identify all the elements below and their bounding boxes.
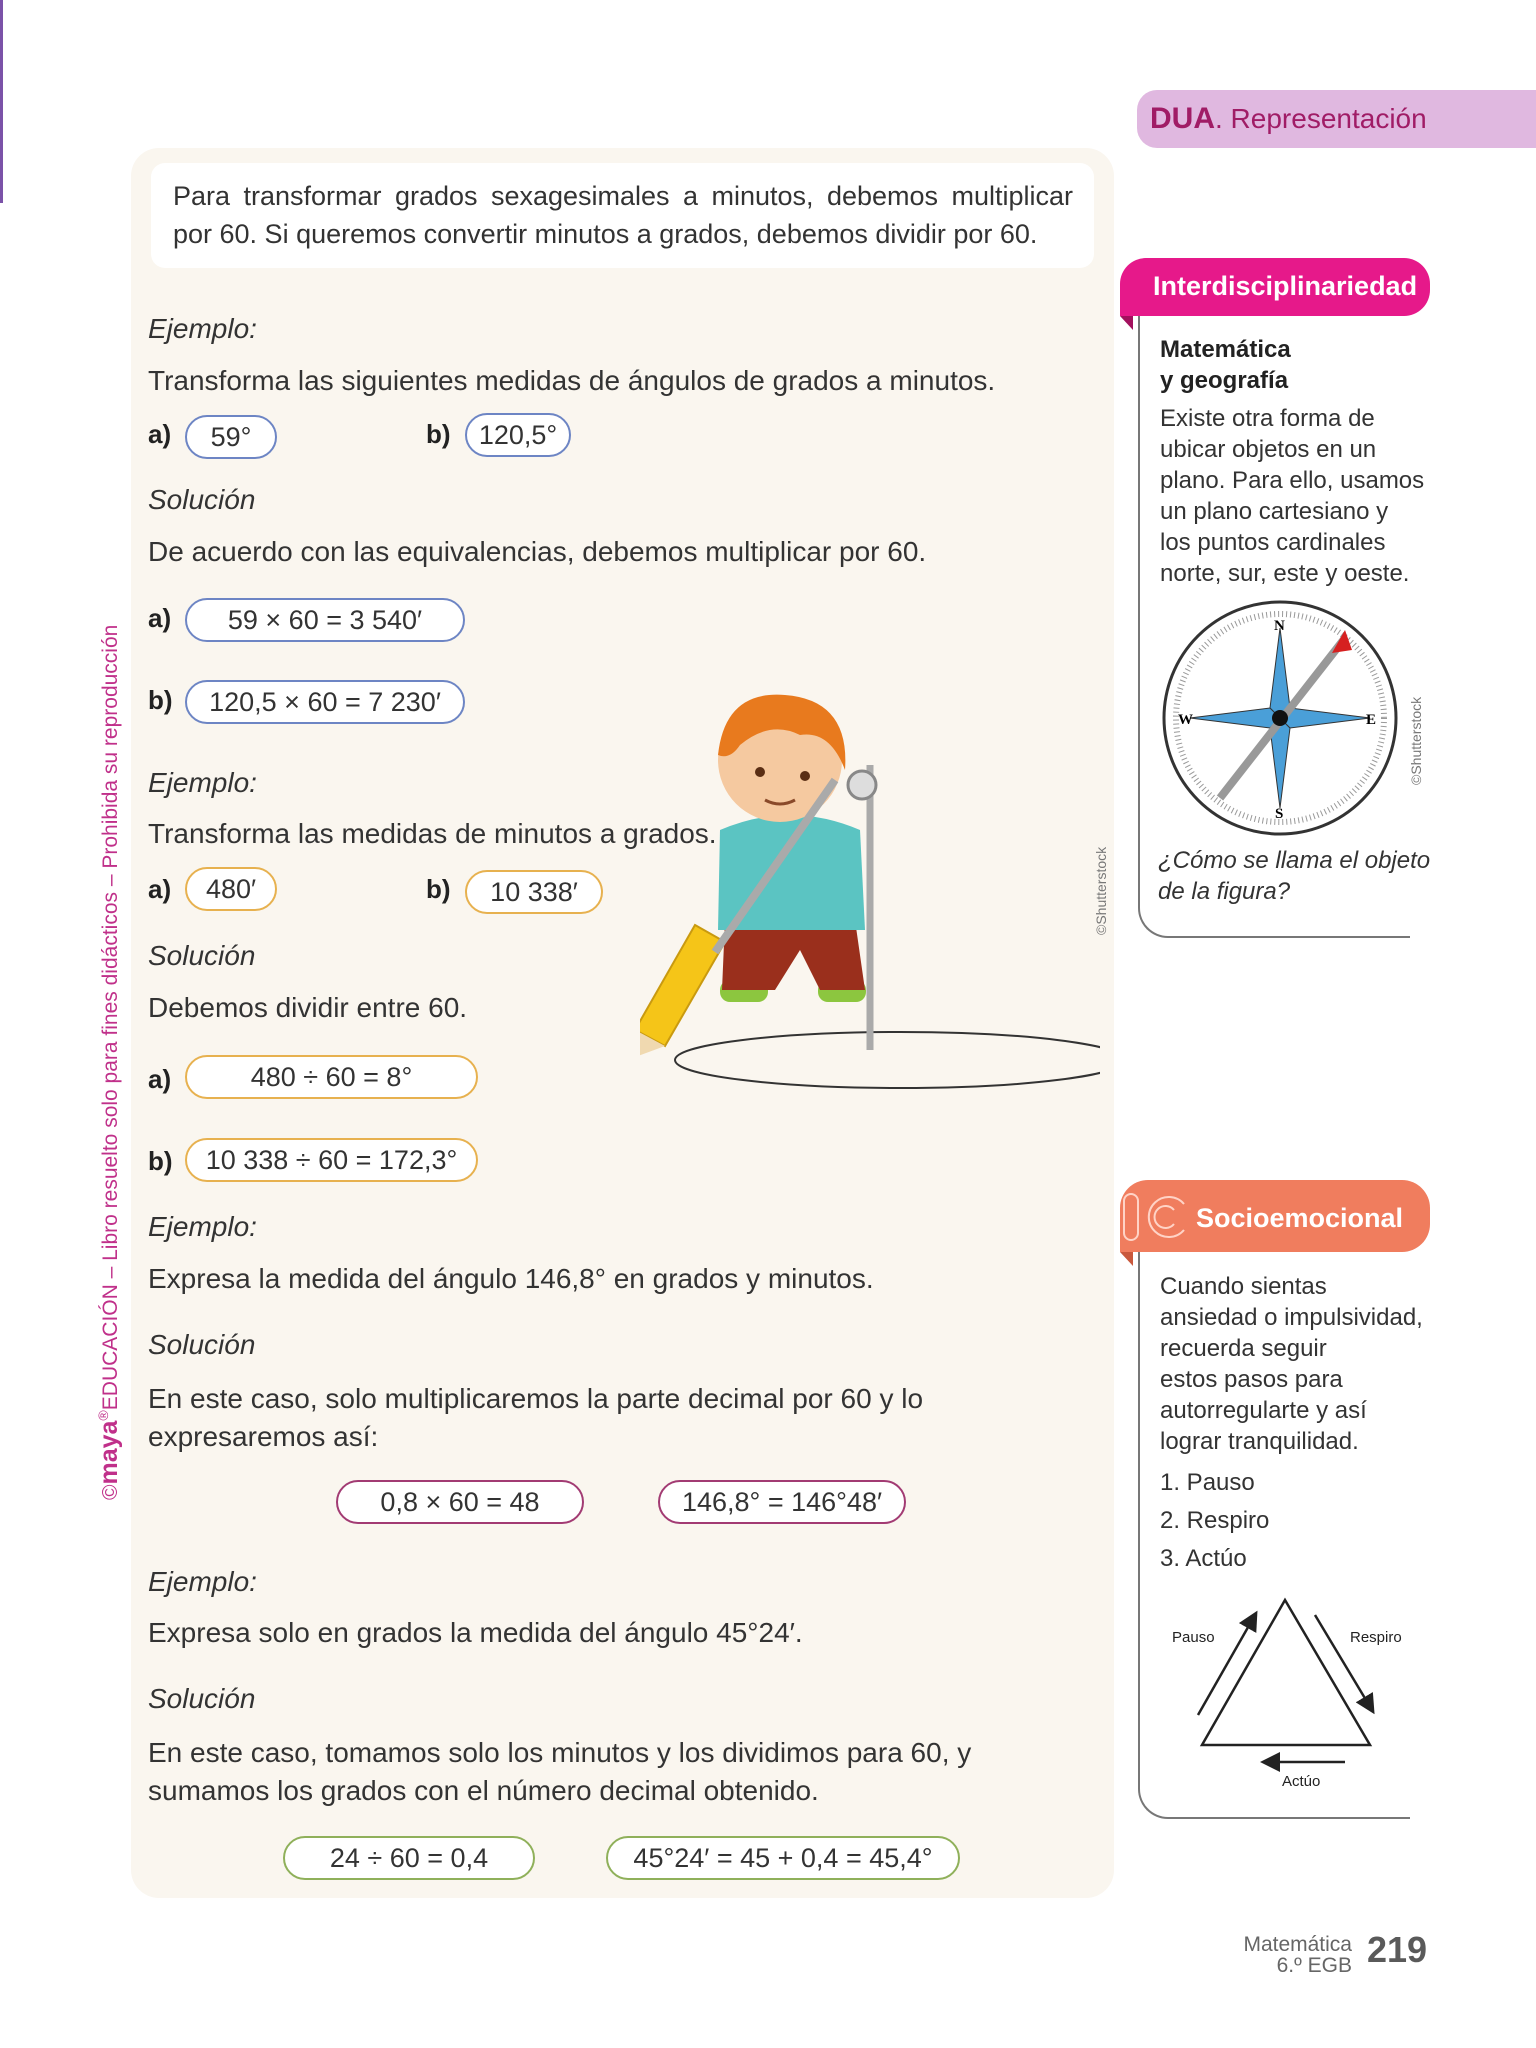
example-1-solution-title: Solución	[148, 484, 256, 515]
illustration-credit: ©Shutterstock	[1093, 846, 1109, 935]
example-1-item-a: 59°	[185, 415, 277, 459]
example-2-solution-title: Solución	[148, 940, 256, 971]
registered-symbol: ®	[95, 1410, 111, 1421]
brand-logo: maya	[95, 1420, 123, 1485]
footer-grade: 6.º EGB	[1276, 1954, 1352, 1977]
example-4-result-1: 24 ÷ 60 = 0,4	[283, 1836, 535, 1880]
socioemotional-title: Socioemocional	[1196, 1203, 1404, 1233]
compass-w-label: W	[1178, 712, 1193, 728]
cycle-triangle	[1202, 1600, 1370, 1745]
example-2-item-b-label: b)	[426, 874, 451, 904]
example-2-prompt: Transforma las medidas de minutos a grados.	[148, 818, 717, 849]
diagram-label-actuo: Actúo	[1282, 1773, 1321, 1790]
interdisciplinary-heading	[1160, 334, 1291, 396]
example-2-result-b: 10 338 ÷ 60 = 172,3°	[185, 1138, 478, 1182]
body-line: autorregularte y así	[1160, 1397, 1367, 1424]
example-4-solution-title: Solución	[148, 1683, 256, 1714]
example-3-prompt: Expresa la medida del ángulo 146,8° en grados y minutos.	[148, 1263, 874, 1294]
example-1-title: Ejemplo:	[148, 313, 257, 344]
question-line: ¿Cómo se llama el objeto	[1158, 847, 1431, 874]
interdisciplinary-title: Interdisciplinariedad	[1153, 271, 1418, 301]
body-line: los puntos cardinales	[1160, 529, 1386, 556]
example-2-result-a-label: a)	[148, 1064, 172, 1094]
interdisciplinary-card-border	[1138, 316, 1140, 906]
example-1-prompt: Transforma las siguientes medidas de ángulos de grados a minutos.	[148, 365, 996, 396]
example-4-title: Ejemplo:	[148, 1566, 257, 1597]
dua-label: DUA	[1150, 102, 1215, 135]
interdisciplinary-card-bottom	[1138, 906, 1410, 938]
example-2-result-b-label: b)	[148, 1146, 173, 1176]
example-2-title: Ejemplo:	[148, 767, 257, 798]
copyright-text: EDUCACIÓN – Libro resuelto solo para fines didácticos – Prohibida su reproducción	[99, 624, 122, 1411]
example-2-item-a-label: a)	[148, 874, 172, 904]
example-4-solution-text: En este caso, tomamos solo los minutos y los dividimos para 60, y sumamos los grados con el número decimal obtenido.	[148, 1737, 972, 1806]
example-2-item-a: 480′	[185, 867, 277, 911]
example-1-result-b: 120,5 × 60 = 7 230′	[185, 680, 465, 724]
example-3-solution-title: Solución	[148, 1329, 256, 1360]
drawn-circle	[675, 1032, 1100, 1088]
copyright-symbol: ©	[99, 1484, 122, 1500]
socioemotional-card-bottom	[1138, 1787, 1410, 1819]
example-3-result-1: 0,8 × 60 = 48	[336, 1480, 584, 1524]
body-line: Existe otra forma de	[1160, 405, 1375, 432]
example-4-result-2: 45°24′ = 45 + 0,4 = 45,4°	[606, 1836, 960, 1880]
footer-subject-name: Matemática	[1243, 1933, 1352, 1956]
body-line: ansiedad o impulsividad,	[1160, 1304, 1423, 1331]
dua-title	[1150, 102, 1427, 136]
compass-e-label: E	[1366, 712, 1377, 728]
example-1-solution-text: De acuerdo con las equivalencias, debemos multiplicar por 60.	[148, 536, 927, 567]
diagram-label-respiro: Respiro	[1350, 1629, 1402, 1646]
socioemotional-steps	[1160, 1464, 1269, 1578]
interdisciplinary-tab-fold	[1120, 316, 1133, 330]
example-4-prompt: Expresa solo en grados la medida del ángulo 45°24′.	[148, 1617, 803, 1648]
intro-text: Para transformar grados sexagesimales a minutos, debemos multiplicar por 60. Si queremos convertir minutos a grados, debemos dividir por 60.	[173, 181, 1073, 249]
step-item: 2. Respiro	[1160, 1507, 1270, 1534]
heading-line-1: Matemática	[1160, 336, 1291, 363]
body-line: ubicar objetos en un	[1160, 436, 1377, 463]
interdisciplinary-body	[1160, 403, 1424, 589]
example-2-solution-text: Debemos dividir entre 60.	[148, 992, 468, 1023]
question-line: de la figura?	[1158, 878, 1291, 905]
example-1-item-b-label: b)	[426, 419, 451, 449]
body-line: norte, sur, este y oeste.	[1160, 560, 1410, 587]
interdisciplinary-question	[1158, 845, 1430, 907]
body-line: un plano cartesiano y	[1160, 498, 1389, 525]
heading-line-2: y geografía	[1160, 367, 1289, 394]
example-2-result-a: 480 ÷ 60 = 8°	[185, 1055, 478, 1099]
body-line: Cuando sientas	[1160, 1273, 1327, 1300]
ic-logo-icon	[1122, 1192, 1190, 1242]
copyright-notice	[95, 625, 124, 1500]
self-regulation-cycle-diagram	[1160, 1590, 1420, 1790]
page-number: 219	[1367, 1929, 1428, 1970]
socioemotional-card-border	[1138, 1252, 1140, 1787]
socioemotional-body	[1160, 1271, 1423, 1457]
dua-subtitle: . Representación	[1215, 103, 1427, 134]
example-1-item-a-label: a)	[148, 419, 172, 449]
example-3-title: Ejemplo:	[148, 1211, 257, 1242]
compass-s-label: S	[1275, 806, 1284, 822]
socioemotional-tab-fold	[1120, 1252, 1133, 1266]
example-1-result-a: 59 × 60 = 3 540′	[185, 598, 465, 642]
example-1-result-a-label: a)	[148, 603, 172, 633]
body-line: plano. Para ello, usamos	[1160, 467, 1425, 494]
compass-n-label: N	[1274, 618, 1285, 634]
body-line: estos pasos para	[1160, 1366, 1343, 1393]
compass-credit: ©Shutterstock	[1408, 696, 1424, 785]
example-1-result-b-label: b)	[148, 685, 173, 715]
body-line: lograr tranquilidad.	[1160, 1428, 1359, 1455]
boy-with-compass-illustration	[640, 690, 1100, 1100]
example-3-result-2: 146,8° = 146°48′	[658, 1480, 906, 1524]
example-3-solution-text: En este caso, solo multiplicaremos la parte decimal por 60 y lo expresaremos así:	[148, 1383, 924, 1452]
step-item: 3. Actúo	[1160, 1545, 1247, 1572]
example-1-item-b: 120,5°	[465, 413, 571, 457]
diagram-label-pauso: Pauso	[1172, 1629, 1215, 1646]
pencil	[640, 925, 725, 1062]
compass-rose-icon	[1160, 598, 1400, 838]
body-line: recuerda seguir	[1160, 1335, 1327, 1362]
example-2-item-b: 10 338′	[465, 870, 603, 914]
footer-subject	[1220, 1934, 1352, 1976]
left-edge-bar	[0, 0, 3, 203]
step-item: 1. Pauso	[1160, 1469, 1255, 1496]
